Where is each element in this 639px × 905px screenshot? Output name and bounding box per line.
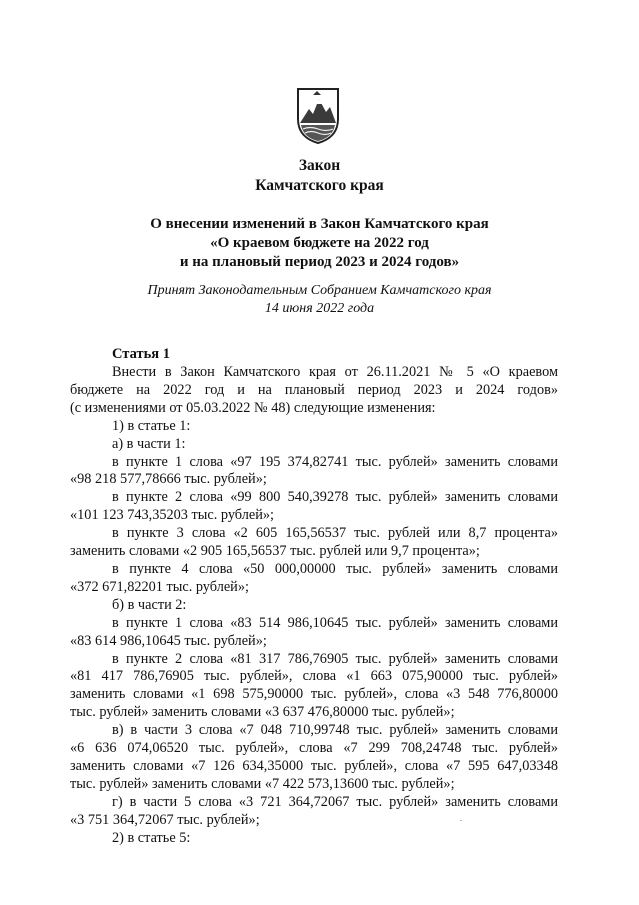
article-body [70, 364, 558, 847]
body-line: тыс. рублей» заменить словами «7 422 573,13600 тыс. рублей»; [70, 775, 455, 792]
body-line: заменить словами «7 126 634,35000 тыс. рублей», слова «7 595 647,03348 [70, 757, 558, 774]
body-line: в) в части 3 слова «7 048 710,99748 тыс. рублей» заменить словами [112, 722, 558, 739]
body-line: бюджете на 2022 год и на плановый период 2023 и 2024 годов» [70, 381, 558, 398]
body-line: заменить словами «1 698 575,90000 тыс. рублей», слова «3 548 776,80000 [70, 686, 558, 703]
body-line: б) в части 2: [112, 596, 187, 613]
body-line: «3 751 364,72067 тыс. рублей»; [70, 811, 260, 828]
article-heading: Статья 1 [112, 346, 170, 362]
law-subtitle-line-1: О внесении изменений в Закон Камчатского края [150, 216, 489, 232]
body-line: «6 636 074,06520 тыс. рублей», слова «7 299 708,24748 тыс. рублей» [70, 740, 558, 757]
body-line: тыс. рублей» заменить словами «3 637 476,80000 тыс. рублей»; [70, 704, 455, 721]
body-line: «372 671,82201 тыс. рублей»; [70, 578, 249, 595]
law-subtitle [0, 215, 639, 272]
body-line: «83 614 986,10645 тыс. рублей»; [70, 632, 267, 649]
body-line: г) в части 5 слова «3 721 364,72067 тыс. рублей» заменить словами [112, 793, 558, 810]
body-line: в пункте 2 слова «99 800 540,39278 тыс. рублей» заменить словами [112, 489, 558, 506]
body-line: в пункте 4 слова «50 000,00000 тыс. рублей» заменить словами [112, 560, 558, 577]
body-line: Внести в Закон Камчатского края от 26.11.2021 № 5 «О краевом [112, 364, 558, 380]
kamchatka-emblem-icon [293, 85, 343, 145]
adoption-note-line-1: Принят Законодательным Собранием Камчатского края [147, 283, 492, 298]
law-subtitle-line-3: и на плановый период 2023 и 2024 годов» [179, 254, 460, 270]
body-line: «98 218 577,78666 тыс. рублей»; [70, 471, 267, 488]
body-line: (с изменениями от 05.03.2022 № 48) следующие изменения: [70, 399, 436, 416]
adoption-note [0, 282, 639, 318]
body-line: 2) в статье 5: [112, 829, 191, 846]
law-title-line-1: Закон [298, 157, 341, 174]
body-line: 1) в статье 1: [112, 417, 191, 434]
body-line: в пункте 1 слова «83 514 986,10645 тыс. рублей» заменить словами [112, 614, 558, 631]
scan-speck [460, 820, 462, 821]
body-line: а) в части 1: [112, 435, 186, 452]
law-title-line-2: Камчатского края [255, 177, 384, 194]
body-line: заменить словами «2 905 165,56537 тыс. рублей или 9,7 процента»; [70, 543, 480, 560]
body-line: в пункте 3 слова «2 605 165,56537 тыс. рублей или 8,7 процента» [112, 525, 558, 542]
law-title [0, 156, 639, 196]
body-line: «101 123 743,35203 тыс. рублей»; [70, 507, 274, 524]
body-line: в пункте 2 слова «81 317 786,76905 тыс. рублей» заменить словами [112, 650, 558, 667]
body-line: «81 417 786,76905 тыс. рублей», слова «1 663 075,90000 тыс. рублей» [70, 668, 558, 685]
adoption-note-line-2: 14 июня 2022 года [264, 301, 375, 316]
law-subtitle-line-2: «О краевом бюджете на 2022 год [210, 235, 429, 251]
body-line: в пункте 1 слова «97 195 374,82741 тыс. рублей» заменить словами [112, 453, 558, 470]
